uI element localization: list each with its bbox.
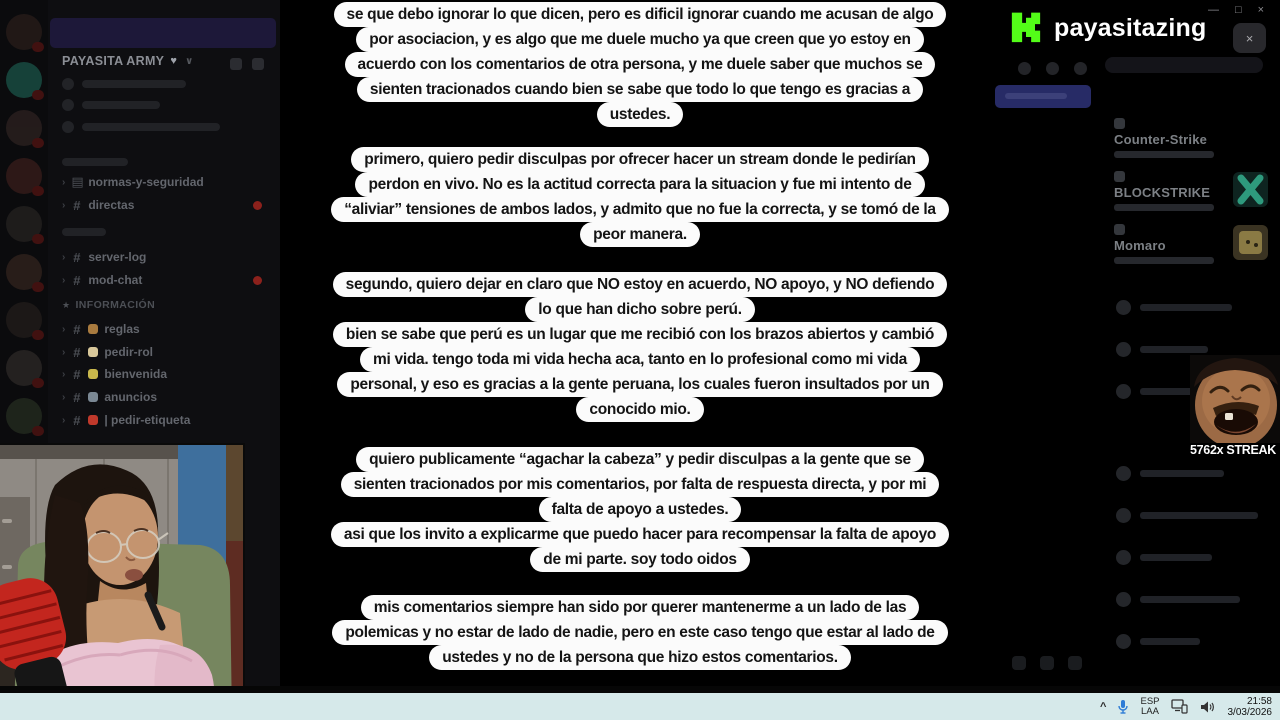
channel-label: normas-y-seguridad <box>88 175 204 189</box>
avatar <box>1116 300 1131 315</box>
overlay-line: quiero publicamente “agachar la cabeza” y pedir disculpas a la gente que se <box>356 447 924 472</box>
chevron-down-icon: ∨ <box>185 55 194 67</box>
avatar <box>1116 634 1131 649</box>
star-icon: ★ <box>62 299 71 310</box>
overlay-line: ustedes. <box>597 102 684 127</box>
display-network-icon[interactable] <box>1171 699 1188 714</box>
stream-bottom-edge <box>0 686 1280 693</box>
overlay-line: sienten tracionados por mis comentarios, por falta de respuesta directa, y por mi <box>341 472 940 497</box>
channel-label: pedir-rol <box>104 345 154 359</box>
channel-server-log[interactable] <box>62 247 268 267</box>
voice-channel-icon <box>1114 171 1125 182</box>
minimize-button[interactable]: — <box>1208 4 1219 16</box>
language-indicator[interactable] <box>1140 697 1159 717</box>
tray-expand-icon[interactable]: ^ <box>1100 700 1107 713</box>
section-label: INFORMACIÓN <box>75 299 156 311</box>
maximize-button[interactable]: □ <box>1235 4 1242 16</box>
channel-type-icon: # <box>73 344 81 360</box>
overlay-line: primero, quiero pedir disculpas por ofrecer hacer un stream donde le pedirían <box>351 147 928 172</box>
overlay-line: conocido mio. <box>576 397 703 422</box>
channel-label: reglas <box>104 322 140 336</box>
server-name: PAYASITA ARMY <box>62 54 165 68</box>
avatar <box>1116 508 1131 523</box>
avatar <box>1116 342 1131 357</box>
statement-block-2 <box>0 147 1280 247</box>
dim-text-bar <box>1005 93 1067 99</box>
channel-label: bienvenida <box>104 367 168 381</box>
time: 21:58 <box>1246 695 1272 707</box>
avatar <box>1116 550 1131 565</box>
window-controls <box>1208 4 1264 16</box>
overlay-line: perdon en vivo. No es la actitud correcta para la situacion y fue mi intento de <box>355 172 924 197</box>
collapse-arrow-icon: › <box>62 414 66 426</box>
dim-event-button[interactable] <box>995 85 1091 108</box>
overlay-line: peor manera. <box>580 222 700 247</box>
kick-header <box>1008 10 1206 46</box>
chat-message <box>1116 300 1276 316</box>
activity-title: Momaro <box>1114 238 1166 253</box>
language-code: ESP <box>1140 695 1160 707</box>
collapse-arrow-icon: › <box>62 251 66 263</box>
dim-text-bar <box>1140 512 1258 519</box>
clock[interactable] <box>1228 696 1273 718</box>
dim-text-bar <box>1140 470 1224 477</box>
heart-icon: ♥ <box>170 55 178 67</box>
streamer-username: payasitazing <box>1054 13 1207 42</box>
channel-type-icon: # <box>73 249 81 265</box>
overlay-line: personal, y eso es gracias a la gente peruana, los cuales fueron insultados por un <box>337 372 942 397</box>
dim-text-bar <box>1140 554 1212 561</box>
collapse-arrow-icon: › <box>62 346 66 358</box>
notifications-icon[interactable] <box>1046 62 1059 75</box>
chat-message <box>1116 508 1276 524</box>
voice-channel-icon <box>1114 118 1125 129</box>
gift-icon[interactable] <box>1012 656 1026 670</box>
collapse-arrow-icon: › <box>62 199 66 211</box>
collapse-arrow-icon: › <box>62 368 66 380</box>
collapse-arrow-icon: › <box>62 391 66 403</box>
windows-taskbar[interactable] <box>0 693 1280 720</box>
emoji-icon[interactable] <box>1068 656 1082 670</box>
overlay-line: mi vida. tengo toda mi vida hecha aca, tanto en lo profesional como mi vida <box>360 347 920 372</box>
speaker-icon[interactable] <box>1199 700 1215 714</box>
kick-logo-icon <box>1008 10 1044 46</box>
channel-type-icon: # <box>73 366 81 382</box>
activity-title: BLOCKSTRIKE <box>1114 185 1211 200</box>
overlay-line: “aliviar” tensiones de ambos lados, y admito que no fue la correcta, y se tomó de la <box>331 197 949 222</box>
microphone-icon[interactable] <box>1117 699 1129 715</box>
overlay-line: de mi parte. soy todo oidos <box>530 547 749 572</box>
overlay-line: por asociacion, y es algo que me duele mucho ya que creen que yo estoy en <box>356 27 923 52</box>
notification-badge <box>32 426 44 436</box>
channel-label: anuncios <box>104 390 158 404</box>
momaro-thumbnail <box>1233 225 1268 260</box>
overlay-line: falta de apoyo a ustedes. <box>539 497 742 522</box>
overlay-line: polemicas y no estar de lado de nadie, pero en este caso tengo que estar al lado de <box>332 620 947 645</box>
system-tray <box>1100 693 1276 720</box>
dim-text-bar <box>1114 257 1214 264</box>
dim-text-bar <box>1140 638 1200 645</box>
activity-card-counter-strike[interactable] <box>1114 118 1274 158</box>
dim-text-bar <box>1140 346 1208 353</box>
overlay-line: lo que han dicho sobre perú. <box>525 297 754 322</box>
collapse-arrow-icon: › <box>62 274 66 286</box>
threads-icon[interactable] <box>1018 62 1031 75</box>
overlay-line: asi que los invito a explicarme que puedo hacer para recompensar la falta de apoyo <box>331 522 949 547</box>
channel-type-icon: ▤ <box>71 174 84 189</box>
overlay-line: bien se sabe que perú es un lugar que me recibió con los brazos abiertos y cambió <box>333 322 947 347</box>
search-input[interactable] <box>1105 57 1263 73</box>
close-icon: × <box>1245 30 1254 46</box>
channel-type-icon: # <box>73 389 81 405</box>
close-button[interactable]: × <box>1257 4 1265 16</box>
avatar <box>1116 592 1131 607</box>
chat-message <box>1116 592 1276 608</box>
channel-type-icon: # <box>73 197 81 213</box>
keyboard-layout: LAA <box>1141 705 1159 717</box>
overlay-line: acuerdo con los comentarios de otra persona, y me duele saber que muchos se <box>345 52 936 77</box>
overlay-line: ustedes y no de la persona que hizo estos comentarios. <box>429 645 851 670</box>
collapse-arrow-icon: › <box>62 323 66 335</box>
overlay-line: sienten tracionados cuando bien se sabe que todo lo que tengo es gracias a <box>357 77 923 102</box>
webcam-scene <box>0 445 243 720</box>
statement-block-4 <box>0 322 1280 422</box>
pin-icon[interactable] <box>1074 62 1087 75</box>
chat-message <box>1116 550 1276 566</box>
blockstrike-thumbnail <box>1233 172 1268 207</box>
voice-channel-icon <box>1114 224 1125 235</box>
collapse-arrow-icon: › <box>62 176 66 188</box>
channel-label: server-log <box>88 250 147 264</box>
chat-message <box>1116 634 1276 650</box>
statement-block-3 <box>0 272 1280 322</box>
overlay-line: mis comentarios siempre han sido por querer mantenerme a un lado de las <box>361 595 920 620</box>
channel-label: directas <box>88 198 135 212</box>
laughing-meme-image <box>1190 355 1280 443</box>
channel-label: mod-chat <box>88 273 143 287</box>
streak-counter: 5762x STREAK <box>1189 443 1277 457</box>
dim-text-bar <box>1140 596 1240 603</box>
channel-label: | pedir-etiqueta <box>104 413 191 427</box>
avatar <box>1116 384 1131 399</box>
webcam-feed <box>0 443 245 720</box>
dim-text-bar <box>1140 304 1232 311</box>
dim-text-bar <box>1114 204 1214 211</box>
gif-icon[interactable] <box>1040 656 1054 670</box>
avatar <box>1116 466 1131 481</box>
popup-close-button[interactable] <box>1233 23 1266 53</box>
chat-message <box>1116 466 1276 482</box>
channel-type-icon: # <box>73 412 81 428</box>
channel-type-icon: # <box>73 321 81 337</box>
channel-type-icon: # <box>73 272 81 288</box>
dim-text-bar <box>1114 151 1214 158</box>
activity-title: Counter-Strike <box>1114 132 1208 147</box>
overlay-line: segundo, quiero dejar en claro que NO estoy en acuerdo, NO apoyo, y NO defiendo <box>333 272 948 297</box>
overlay-line: se que debo ignorar lo que dicen, pero es dificil ignorar cuando me acusan de algo <box>334 2 947 27</box>
date: 3/03/2026 <box>1227 706 1272 718</box>
